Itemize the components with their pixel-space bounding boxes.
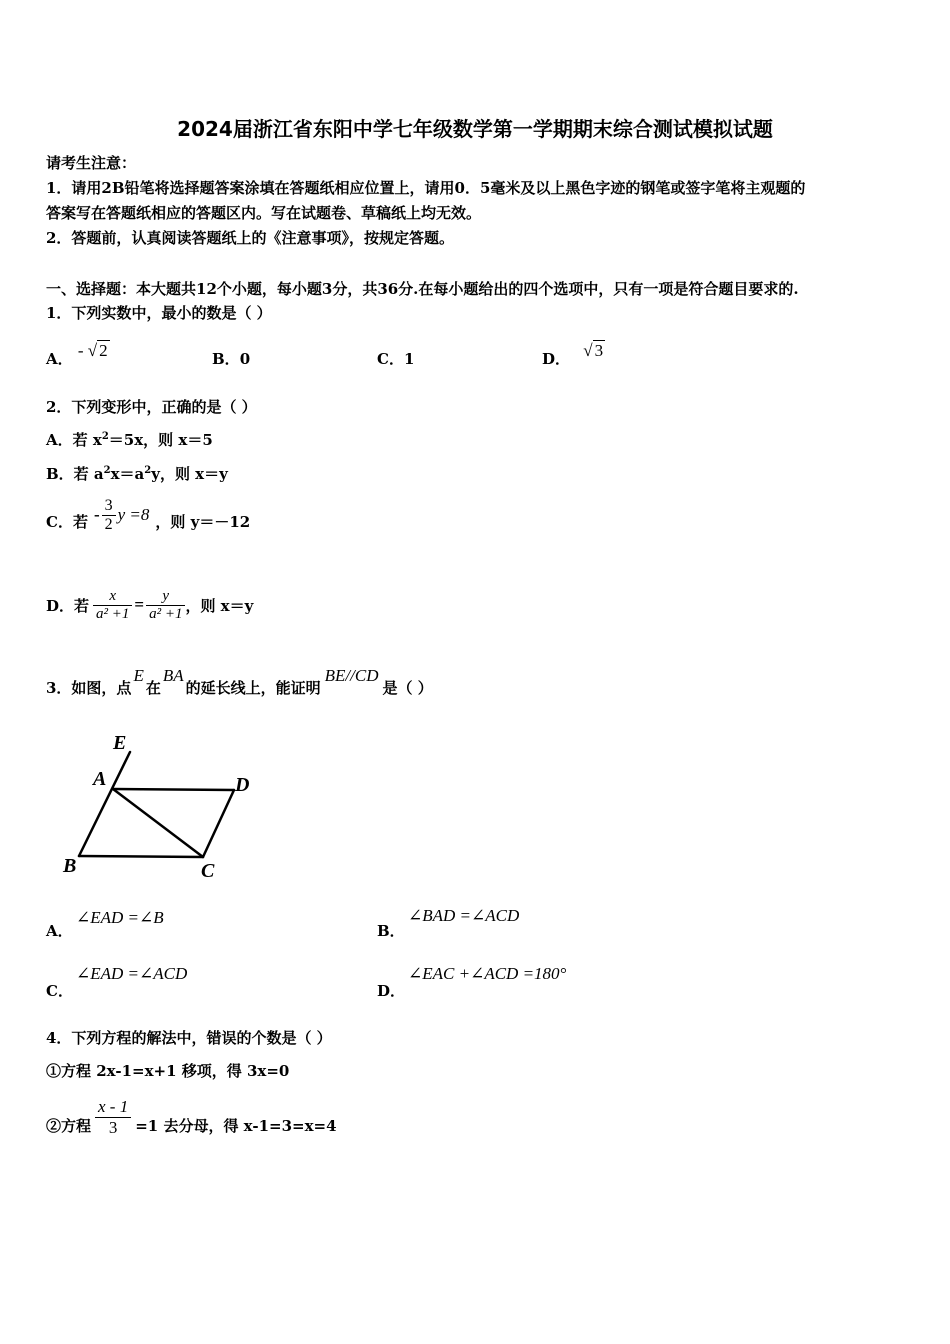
q3-c-label: C． (46, 982, 73, 1000)
page-title: 2024届浙江省东阳中学七年级数学第一学期期末综合测试模拟试题 (177, 117, 773, 141)
q4-item-2 (46, 1092, 337, 1142)
label-e: E (113, 732, 127, 754)
q2-c-num: 3 (104, 496, 113, 514)
q4-stem: 4．下列方程的解法中，错误的个数是（ ） (46, 1029, 332, 1047)
line-a-d (113, 789, 234, 790)
q4-item2-num: x - 1 (95, 1097, 131, 1118)
section-heading: 一、选择题：本大题共12个小题，每小题3分，共36分.在每小题给出的四个选项中，只有一项是符合题目要求的. (46, 280, 799, 298)
q3-d-expr: ∠EAC +∠ACD =180° (408, 964, 567, 983)
q1-stem: 1．下列实数中，最小的数是（ ） (46, 304, 272, 322)
label-c: C (201, 860, 215, 882)
q3-a-expr: ∠EAD =∠B (76, 908, 164, 927)
q3-parallel: BE//CD (324, 666, 379, 685)
q2-d-num1: x (93, 588, 132, 606)
q3-figure (55, 725, 265, 885)
label-a: A (93, 768, 107, 790)
line-a-c (113, 789, 203, 857)
q3-stem-a: 3．如图，点 (46, 679, 132, 697)
q1-a-sign: - (77, 341, 84, 360)
q1-a-label: A． (46, 350, 73, 368)
q2-a-exp: 2 (101, 431, 109, 442)
q1-a-radicand: 2 (99, 341, 108, 360)
q4-item2-den: 3 (108, 1117, 118, 1137)
notice-line-2: 2．答题前，认真阅读答题纸上的《注意事项》，按规定答题。 (46, 229, 454, 247)
line-d-c (203, 790, 234, 857)
q1-option-b (212, 348, 250, 369)
q3-stem-c: 的延长线上，能证明 (185, 679, 321, 697)
q2-c-rest: y =8 (117, 505, 150, 524)
q4-item-1: ①方程 2x-1=x+1 移项，得 3x=0 (46, 1062, 290, 1080)
label-b: B (63, 855, 77, 877)
q2-d-post: ，则 x＝y (185, 596, 254, 615)
q2-option-a (46, 429, 213, 450)
notice-line-1b: 答案写在答题纸相应的答题区内。写在试题卷、草稿纸上均无效。 (46, 204, 482, 222)
q3-c-expr: ∠EAD =∠ACD (76, 964, 188, 983)
q2-option-c (46, 498, 250, 544)
q2-stem: 2．下列变形中，正确的是（ ） (46, 398, 257, 416)
q3-a-label: A． (46, 922, 73, 940)
q3-d-label: D． (377, 982, 406, 1000)
q3-stem-b: 在 (145, 679, 161, 697)
q2-d-frac2 (146, 588, 185, 623)
q3-stem-d: 是（ ） (382, 679, 433, 697)
q2-option-b (46, 463, 228, 484)
q2-d-eq: = (134, 595, 145, 614)
q2-d-pre: D．若 (46, 596, 90, 615)
q2-c-fraction (102, 497, 116, 534)
label-d: D (235, 774, 250, 796)
q2-d-num2: y (146, 588, 185, 606)
q2-b-pre: B．若 a (46, 465, 104, 483)
q3-point-e: E (133, 666, 144, 685)
q1-c-text: 1 (403, 350, 415, 368)
q2-d-frac1 (93, 588, 132, 623)
line-b-c (79, 856, 203, 857)
q2-a-pre: A．若 x (46, 431, 102, 449)
q4-item2-pre: ②方程 (46, 1116, 92, 1135)
q3-b-expr: ∠BAD =∠ACD (408, 906, 520, 925)
notice-line-1a: 1．请用2B铅笔将选择题答案涂填在答题纸相应位置上，请用0．5毫米及以上黑色字迹的钢笔或签字笔将主观题的 (46, 179, 806, 197)
q2-d-den1: a² +1 (96, 605, 130, 622)
q2-b-post: y，则 x＝y (151, 465, 228, 483)
q2-c-pre: C．若 (46, 512, 88, 531)
notice-heading: 请考生注意： (46, 154, 137, 172)
q3-segment-ba: BA (162, 666, 184, 685)
q2-c-sign: - (93, 505, 100, 524)
q4-item2-frac (95, 1097, 131, 1138)
q1-c-label: C． (377, 350, 404, 368)
q4-item2-post: =1 去分母，得 x-1=3=x=4 (135, 1116, 337, 1135)
q2-b-mid: x＝a (110, 465, 145, 483)
q1-d-label: D． (542, 350, 571, 368)
q2-c-post: ，则 y＝－12 (155, 512, 251, 531)
q1-a-expr: - √ 2 (77, 341, 108, 360)
q2-c-den: 2 (102, 515, 116, 534)
q1-b-text: 0 (239, 350, 251, 368)
q1-option-c (377, 348, 414, 369)
q1-d-expr: √ 3 (583, 341, 604, 360)
q2-option-d (46, 582, 253, 628)
q2-a-post: ＝5x，则 x＝5 (108, 431, 213, 449)
q1-option-d (542, 341, 604, 369)
q1-option-a (46, 341, 110, 369)
q2-d-den2: a² +1 (149, 605, 183, 622)
q3-b-label: B． (377, 922, 405, 940)
q2-b-exp1: 2 (103, 465, 111, 476)
q1-d-radicand: 3 (594, 341, 604, 360)
q1-b-label: B． (212, 350, 240, 368)
q2-b-exp2: 2 (144, 465, 152, 476)
q3-stem (46, 668, 433, 698)
